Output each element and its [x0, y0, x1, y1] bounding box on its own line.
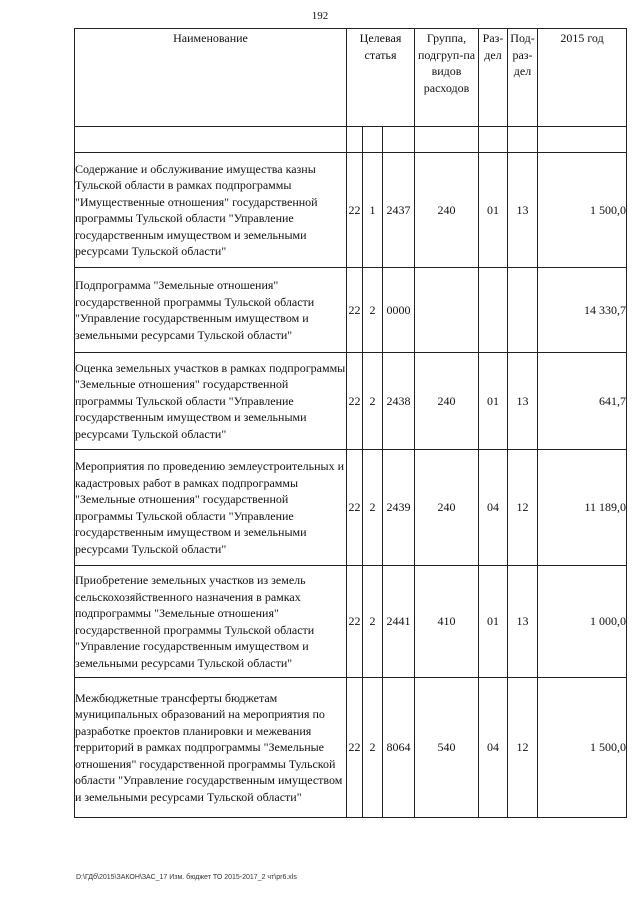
row-name: Содержание и обслуживание имущества казны Тульской области в рамках подпрограммы "Имущественные отношения" государственной программы Тульской области "Управление государственным имуществом и земельными ресурсами Тульской области"	[75, 153, 347, 268]
row-article-subprogram: 1	[363, 153, 383, 268]
row-amount-2015: 641,7	[538, 353, 627, 450]
row-expense-group: 410	[415, 566, 479, 678]
row-name: Мероприятия по проведению землеустроительных и кадастровых работ в рамках подпрограммы "Земельные отношения" государственной программы Тульской области "Управление государственным имуществом и земельными ресурсами Тульской области"	[75, 450, 347, 566]
row-name: Подпрограмма "Земельные отношения" государственной программы Тульской области "Управление государственным имуществом и земельными ресурсами Тульской области"	[75, 268, 347, 353]
table-row	[75, 268, 627, 353]
row-article-code: 2437	[383, 153, 415, 268]
row-section: 04	[479, 678, 508, 818]
row-article-program: 22	[347, 566, 363, 678]
table-row	[75, 566, 627, 678]
row-subsection: 12	[508, 450, 538, 566]
row-section	[479, 268, 508, 353]
row-subsection: 13	[508, 566, 538, 678]
row-amount-2015: 1 000,0	[538, 566, 627, 678]
row-name: Межбюджетные трансферты бюджетам муниципальных образований на мероприятия по разработке проектов планировки и межевания территорий в рамках подпрограммы "Земельные отношения" государственной программы Тульской области "Управление государственным имуществом и земельными ресурсами Тульской области"	[75, 678, 347, 818]
row-article-code: 2441	[383, 566, 415, 678]
header-name: Наименование	[75, 29, 347, 127]
row-article-program: 22	[347, 153, 363, 268]
row-amount-2015: 14 330,7	[538, 268, 627, 353]
table-row	[75, 153, 627, 268]
row-article-code: 0000	[383, 268, 415, 353]
row-subsection: 13	[508, 353, 538, 450]
header-subsection: Под-раз-дел	[508, 29, 538, 127]
row-expense-group: 240	[415, 153, 479, 268]
row-article-subprogram: 2	[363, 450, 383, 566]
row-expense-group	[415, 268, 479, 353]
row-article-program: 22	[347, 450, 363, 566]
row-article-subprogram: 2	[363, 566, 383, 678]
row-article-code: 8064	[383, 678, 415, 818]
row-expense-group: 240	[415, 353, 479, 450]
page-number: 192	[311, 10, 329, 22]
row-section: 01	[479, 566, 508, 678]
row-amount-2015: 1 500,0	[538, 153, 627, 268]
table-row	[75, 353, 627, 450]
table-row	[75, 678, 627, 818]
budget-table	[74, 28, 627, 818]
row-amount-2015: 11 189,0	[538, 450, 627, 566]
row-subsection: 12	[508, 678, 538, 818]
table-row	[75, 450, 627, 566]
row-article-program: 22	[347, 353, 363, 450]
row-article-subprogram: 2	[363, 353, 383, 450]
row-section: 01	[479, 353, 508, 450]
row-article-code: 2438	[383, 353, 415, 450]
header-section: Раз-дел	[479, 29, 508, 127]
file-path-footer: D:\ГДб\2015\ЗАКОН\ЗАС_17 Изм. бюджет ТО 2015-2017_2 чт\pr6.xls	[76, 874, 297, 881]
row-expense-group: 540	[415, 678, 479, 818]
row-article-program: 22	[347, 678, 363, 818]
header-year: 2015 год	[538, 29, 627, 127]
spacer-row	[75, 127, 627, 153]
row-name: Оценка земельных участков в рамках подпрограммы "Земельные отношения" государственной программы Тульской области "Управление государственным имуществом и земельными ресурсами Тульской области"	[75, 353, 347, 450]
row-subsection: 13	[508, 153, 538, 268]
header-row	[75, 29, 627, 127]
row-article-program: 22	[347, 268, 363, 353]
row-name: Приобретение земельных участков из земель сельскохозяйственного назначения в рамках подпрограммы "Земельные отношения" государственной программы Тульской области "Управление государственным имуществом и земельными ресурсами Тульской области"	[75, 566, 347, 678]
row-article-subprogram: 2	[363, 268, 383, 353]
header-target-article: Целевая статья	[347, 29, 415, 127]
row-expense-group: 240	[415, 450, 479, 566]
row-article-subprogram: 2	[363, 678, 383, 818]
header-group: Группа, подгруп-па видов расходов	[415, 29, 479, 127]
row-article-code: 2439	[383, 450, 415, 566]
row-amount-2015: 1 500,0	[538, 678, 627, 818]
row-section: 01	[479, 153, 508, 268]
row-section: 04	[479, 450, 508, 566]
row-subsection	[508, 268, 538, 353]
